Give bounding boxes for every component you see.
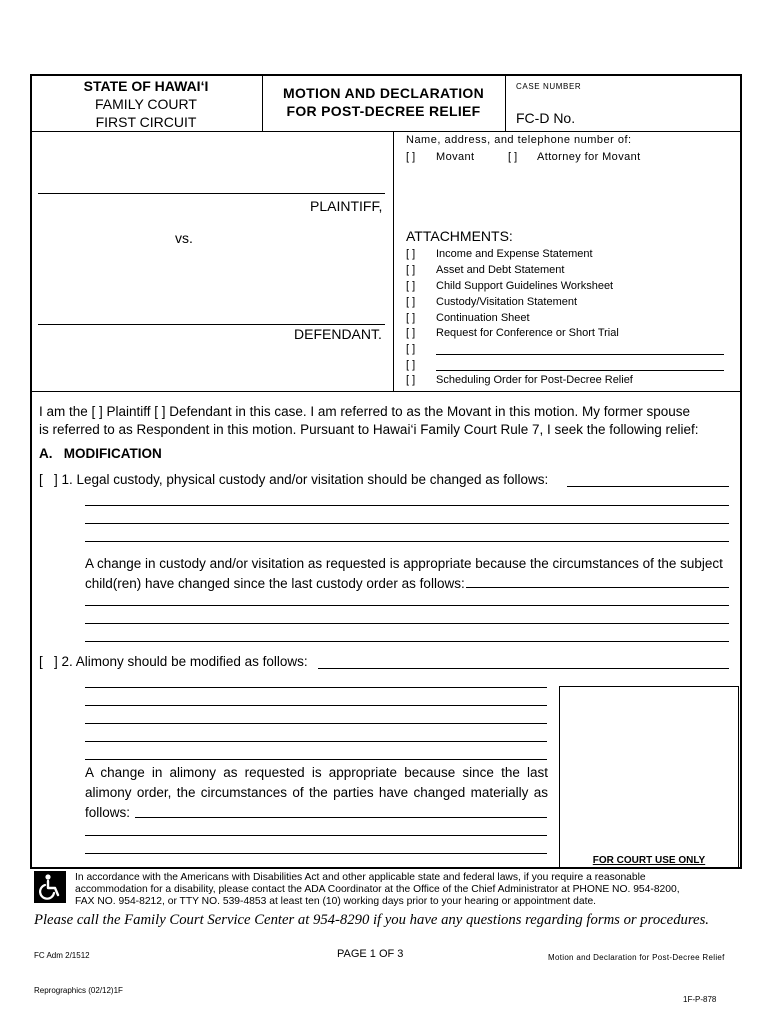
attachment-label: Income and Expense Statement — [436, 248, 593, 260]
alimony-reason-line-3: follows: — [85, 805, 131, 820]
alimony-reason-line[interactable] — [85, 853, 547, 854]
custody-answer-line[interactable] — [85, 523, 729, 524]
alimony-answer-line[interactable] — [85, 759, 547, 760]
intro-statement — [39, 403, 699, 439]
custody-answer-line[interactable] — [85, 505, 729, 506]
custody-reason-line[interactable] — [85, 605, 729, 606]
attorney-label: Attorney for Movant — [537, 151, 641, 163]
attachment-label: Scheduling Order for Post-Decree Relief — [436, 374, 633, 386]
plaintiff-name-line[interactable] — [38, 193, 385, 194]
alimony-reason-text — [85, 763, 548, 823]
form-bottom-border — [30, 867, 742, 869]
attachment-checkbox[interactable]: [ ] — [406, 248, 416, 260]
custody-reason-line[interactable] — [466, 587, 729, 588]
alimony-answer-line[interactable] — [85, 687, 547, 688]
attachment-checkbox[interactable]: [ ] — [406, 280, 416, 292]
attachment-checkbox[interactable]: [ ] — [406, 264, 416, 276]
attachments-title: ATTACHMENTS: — [406, 228, 513, 244]
name-address-label: Name, address, and telephone number of: — [406, 134, 632, 146]
service-center-notice: Please call the Family Court Service Center at 954-8290 if you have any questions regarding forms or procedures. — [34, 912, 709, 928]
attachment-blank-line[interactable] — [436, 354, 724, 355]
form-number: 1F-P-878 — [683, 995, 717, 1004]
ada-line-2: accommodation for a disability, please contact the ADA Coordinator at the Office of the Chief Administrator at PHONE NO. 954-8200, — [75, 884, 680, 895]
form-title-line-1: MOTION AND DECLARATION — [282, 85, 485, 101]
form-left-border — [30, 74, 32, 869]
attachment-checkbox[interactable]: [ ] — [406, 374, 416, 386]
ada-line-1: In accordance with the Americans with Disabilities Act and other applicable state and federal laws, if you require a reasonable — [75, 872, 646, 883]
alimony-reason-line[interactable] — [85, 835, 547, 836]
alimony-reason-line[interactable] — [135, 817, 547, 818]
wheelchair-accessibility-icon — [34, 871, 66, 903]
attachment-checkbox[interactable]: [ ] — [406, 312, 416, 324]
custody-reason-line[interactable] — [85, 623, 729, 624]
attorney-checkbox[interactable]: [ ] — [508, 151, 518, 163]
reprographics-code: Reprographics (02/12)1F — [34, 986, 123, 995]
state-name: STATE OF HAWAI‘I — [83, 78, 209, 94]
attachment-blank-line[interactable] — [436, 370, 724, 371]
footer-form-title: Motion and Declaration for Post-Decree Relief — [548, 953, 725, 962]
alimony-reason-line-1: A change in alimony as requested is appropriate because since the last — [85, 765, 548, 780]
custody-reason-text — [85, 554, 723, 594]
custody-answer-line[interactable] — [567, 486, 729, 487]
alimony-answer-line[interactable] — [85, 705, 547, 706]
attachment-label: Asset and Debt Statement — [436, 264, 565, 276]
movant-label: Movant — [436, 151, 475, 163]
alimony-answer-line[interactable] — [318, 668, 729, 669]
parties-divider — [393, 131, 394, 391]
form-code: FC Adm 2/1512 — [34, 951, 90, 960]
section-a-heading: A. MODIFICATION — [39, 446, 162, 461]
court-info — [30, 77, 262, 131]
attachment-checkbox[interactable]: [ ] — [406, 343, 416, 355]
court-use-label: FOR COURT USE ONLY — [592, 855, 706, 866]
ada-notice — [75, 872, 680, 908]
circuit-name: FIRST CIRCUIT — [95, 114, 197, 130]
page-number: PAGE 1 OF 3 — [337, 948, 404, 960]
header-divider-2 — [505, 75, 506, 131]
alimony-answer-line[interactable] — [85, 741, 547, 742]
custody-checkbox-item[interactable]: [ ] 1. Legal custody, physical custody and/or visitation should be changed as follows: — [39, 472, 549, 487]
form-right-border — [740, 74, 742, 869]
attachment-label: Request for Conference or Short Trial — [436, 327, 619, 339]
plaintiff-label: PLAINTIFF, — [310, 198, 383, 214]
parties-bottom-border — [30, 391, 742, 392]
court-name: FAMILY COURT — [95, 96, 197, 112]
form-title-line-2: FOR POST-DECREE RELIEF — [286, 103, 481, 119]
header-bottom-border — [30, 131, 742, 132]
attachment-label: Child Support Guidelines Worksheet — [436, 280, 614, 292]
custody-answer-line[interactable] — [85, 541, 729, 542]
form-top-border — [30, 74, 742, 76]
intro-line-2: is referred to as Respondent in this motion. Pursuant to Hawai‘i Family Court Rule 7, I seek the following relief: — [39, 422, 699, 437]
case-number-label: CASE NUMBER — [516, 82, 582, 91]
attachment-checkbox[interactable]: [ ] — [406, 296, 416, 308]
custody-reason-line-2: child(ren) have changed since the last custody order as follows: — [85, 576, 465, 591]
attachment-checkbox[interactable]: [ ] — [406, 327, 416, 339]
alimony-checkbox-item[interactable]: [ ] 2. Alimony should be modified as follows: — [39, 654, 308, 669]
case-number-field[interactable]: FC-D No. — [516, 110, 576, 126]
attachment-checkbox[interactable]: [ ] — [406, 359, 416, 371]
custody-reason-line-1: A change in custody and/or visitation as requested is appropriate because the circumstances of the subject — [85, 556, 723, 571]
custody-reason-line[interactable] — [85, 641, 729, 642]
attachment-label: Custody/Visitation Statement — [436, 296, 578, 308]
defendant-name-line[interactable] — [38, 324, 385, 325]
ada-line-3: FAX NO. 954-8212, or TTY NO. 539-4853 at least ten (10) working days prior to your hearing or appointment date. — [75, 896, 597, 907]
vs-label: vs. — [175, 230, 193, 246]
movant-checkbox[interactable]: [ ] — [406, 151, 416, 163]
defendant-label: DEFENDANT. — [294, 326, 382, 342]
intro-line-1: I am the [ ] Plaintiff [ ] Defendant in this case. I am referred to as the Movant in this motion. My former spouse — [39, 404, 691, 419]
attachment-label: Continuation Sheet — [436, 312, 530, 324]
court-use-box — [559, 686, 739, 867]
alimony-reason-line-2: alimony order, the circumstances of the parties have changed materially as — [85, 785, 548, 800]
alimony-answer-line[interactable] — [85, 723, 547, 724]
form-title — [262, 84, 505, 120]
